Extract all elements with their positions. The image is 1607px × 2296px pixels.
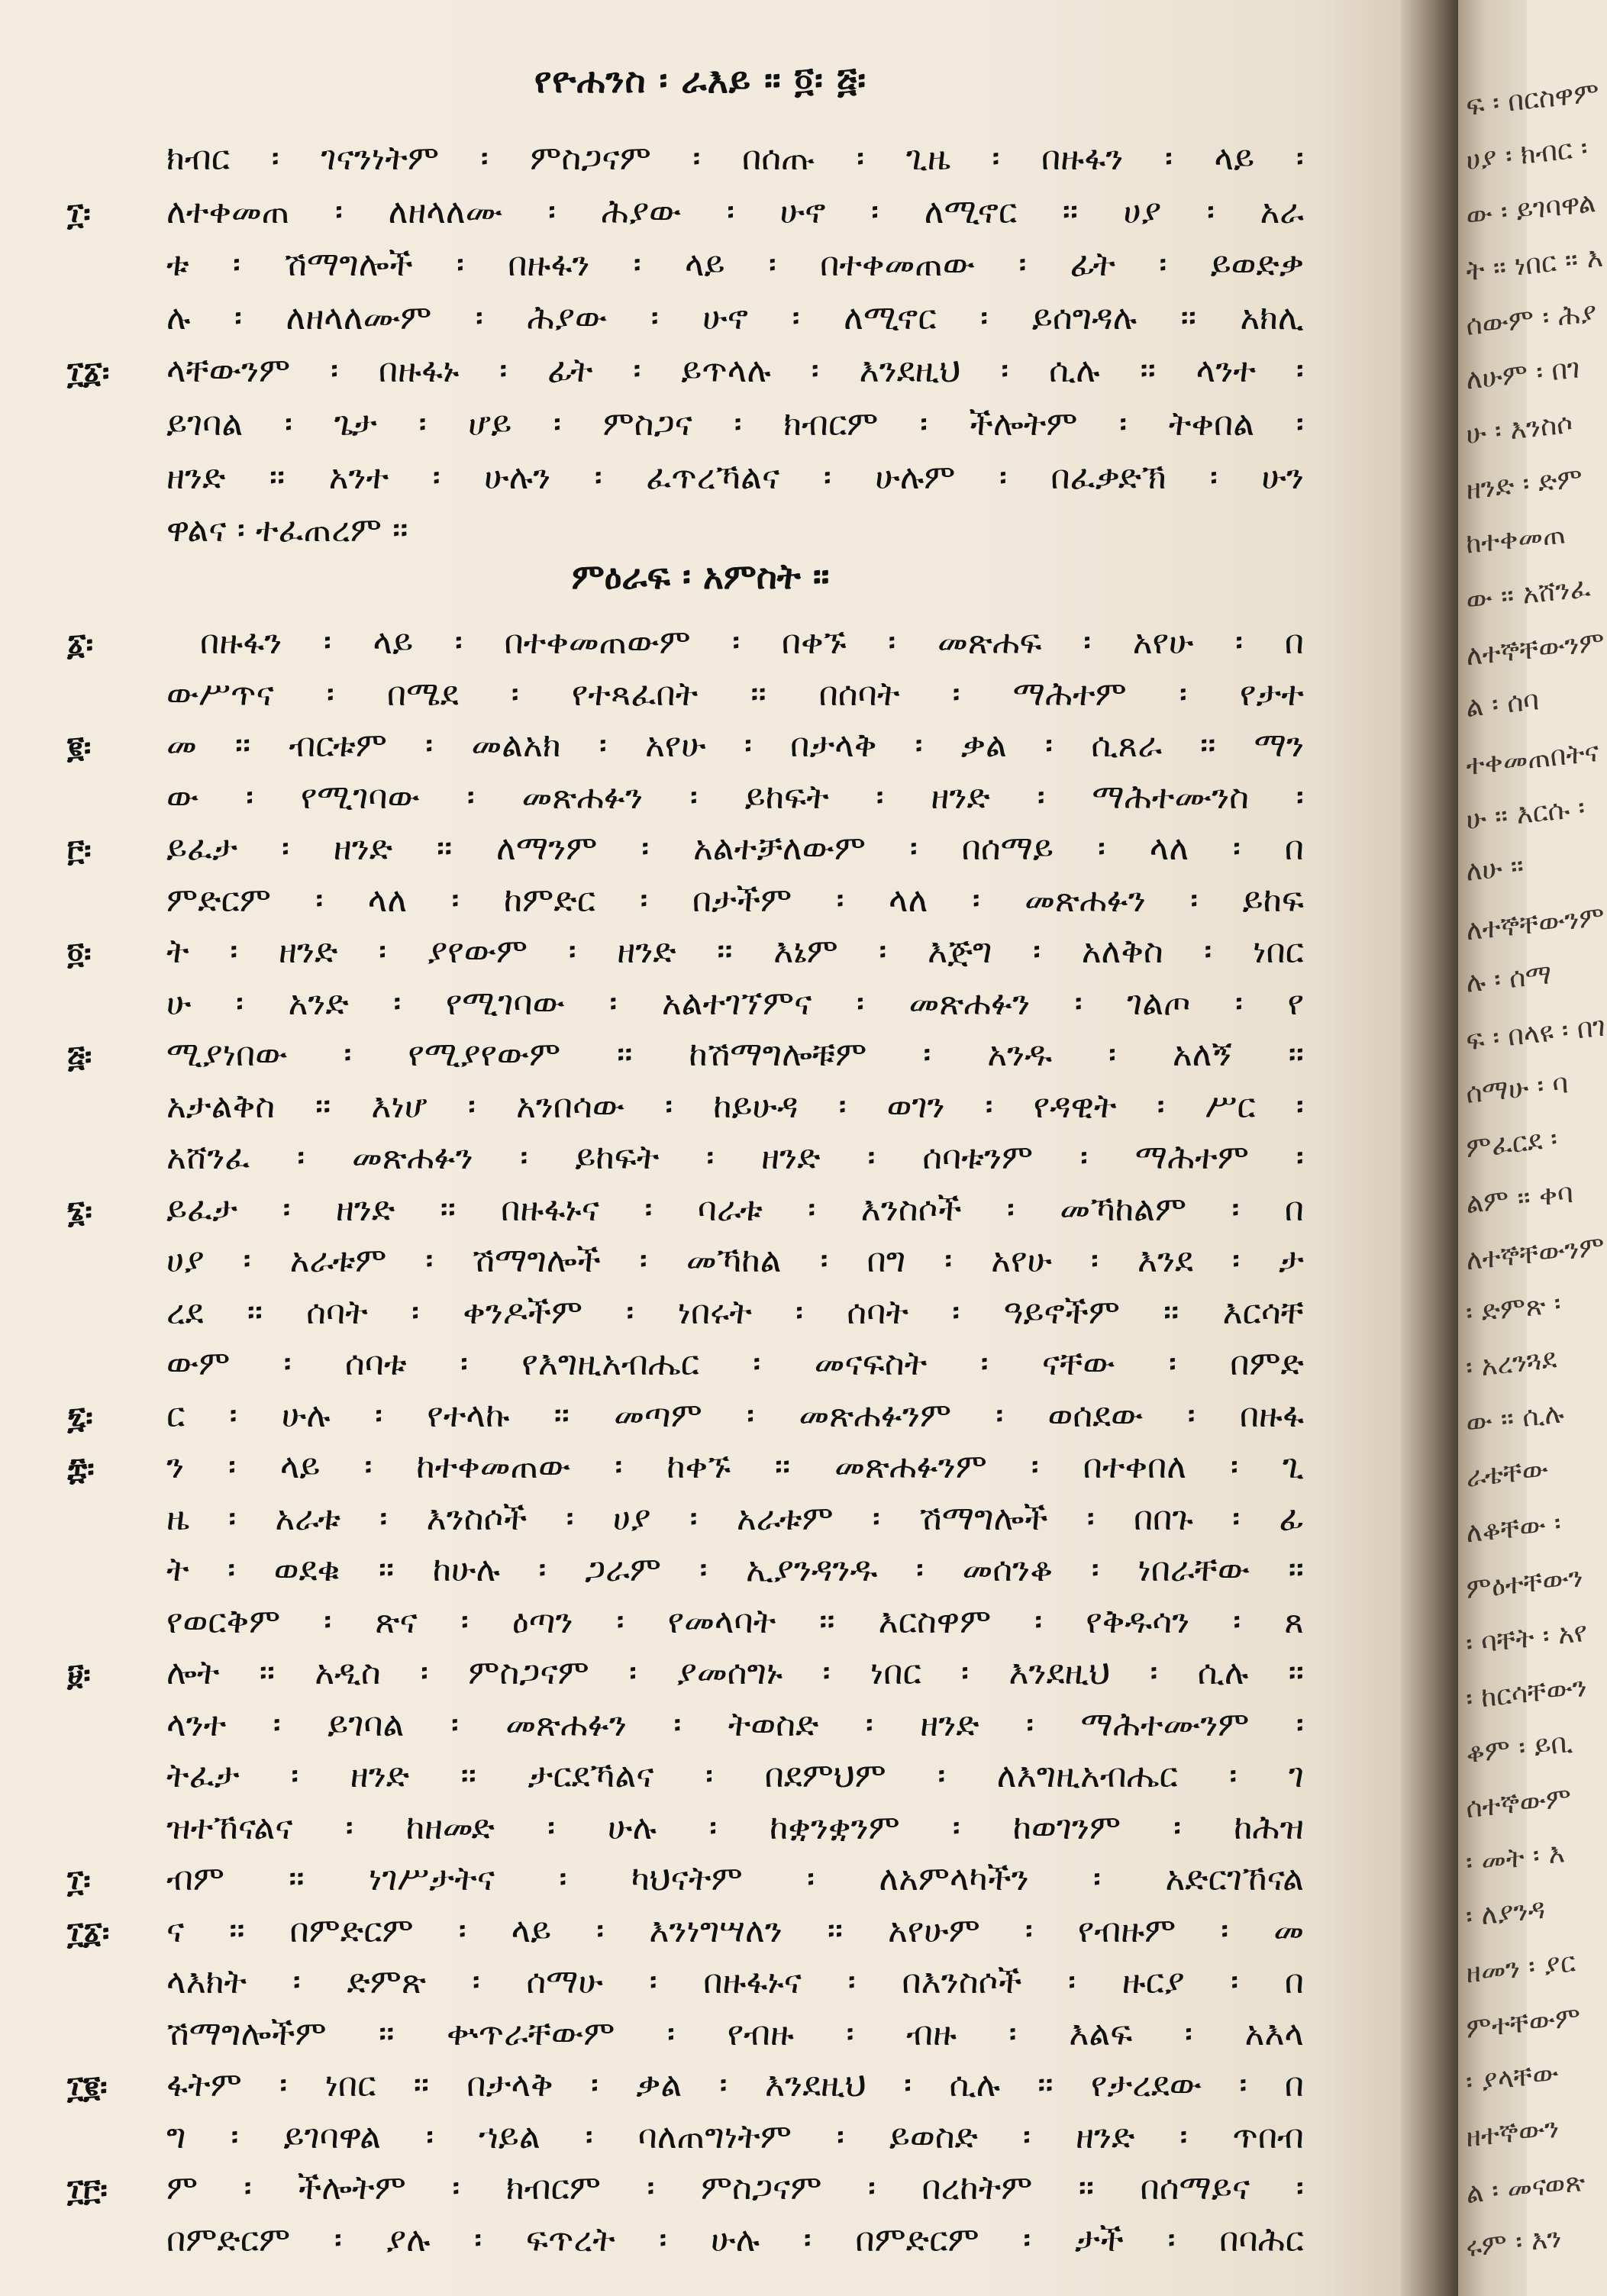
text-line: ና ። በምድርም ፡ ላይ ፡ እንነግሣለን ። አየሁም ፡ የብዙም ፡ መ — [166, 1911, 1304, 1950]
verse-number: ፲፪፡ — [67, 2070, 108, 2105]
verse-number: ፲፡ — [67, 196, 91, 232]
facing-page-text-fragment: ዘተኞውን — [1464, 2112, 1561, 2154]
text-line: ረደ ። ሰባት ፡ ቀንዶችም ፡ ነበሩት ፡ ሰባት ፡ ዓይኖችም ። እርሳቸ — [166, 1292, 1304, 1332]
facing-page-text-fragment: ምተቸውም — [1464, 2001, 1583, 2045]
facing-page-fragment — [1458, 0, 1607, 2296]
facing-page-text-fragment: ሀያ ፡ ክብር ፡ — [1464, 132, 1589, 177]
text-line: ላቸውንም ፡ በዙፋኑ ፡ ፊት ፡ ይጥላሉ ፡ እንደዚህ ፡ ሲሉ ። ላንተ ፡ — [166, 351, 1304, 391]
facing-page-text-fragment: ው ፡ ይገባዋል — [1464, 187, 1598, 232]
facing-page-text-fragment: ሩም ፡ እን — [1464, 2222, 1563, 2264]
book-gutter-shadow — [1401, 0, 1458, 2296]
facing-page-text-fragment: ፍ ፡ በላዩ ፡ በገ — [1464, 1011, 1607, 1057]
verse-number: ፲፫፡ — [67, 2173, 108, 2208]
text-line: ን ፡ ላይ ፡ ከተቀመጠው ፡ ከቀኙ ። መጽሐፉንም ፡ በተቀበለ ፡ ጊ — [166, 1447, 1304, 1486]
facing-page-text-fragment: ፡ ለያንዳ — [1464, 1893, 1547, 1933]
facing-page-text-fragment: ዘመን ፡ ያር — [1464, 1946, 1577, 1990]
text-line: ትፈታ ፡ ዘንድ ። ታርደኻልና ፡ በደምህም ፡ ለእግዚአብሔር ፡ ገ — [166, 1756, 1304, 1795]
text-line: ር ፡ ሁሉ ፡ የተላኩ ። መጣም ፡ መጽሐፉንም ፡ ወሰደው ፡ በዙፋ — [166, 1395, 1304, 1435]
facing-page-text-fragment: ሉ ፡ ሰማ — [1464, 959, 1554, 999]
text-line: ክብር ፡ ገናንነትም ፡ ምስጋናም ፡ በሰጡ ፡ ጊዜ ፡ በዙፋን ፡ ላይ ፡ — [166, 139, 1304, 178]
facing-page-text-fragment: ው ። ሲሉ — [1464, 1398, 1566, 1440]
text-line: ላእክት ፡ ድምጽ ፡ ሰማሁ ፡ በዙፋኑና ፡ በእንስሶች ፡ ዙርያ ፡ በ — [166, 1962, 1304, 2001]
text-line: በዙፋን ፡ ላይ ፡ በተቀመጠውም ፡ በቀኙ ፡ መጽሐፍ ፡ አየሁ ፡ በ — [200, 623, 1304, 662]
text-line: ት ፡ ወደቁ ። ከሁሉ ፡ ጋራም ፡ ኢያንዳንዱ ፡ መሰንቆ ፡ ነበራቸው ። — [166, 1550, 1304, 1589]
facing-page-text-fragment: ሰማሁ ፡ ባ — [1464, 1068, 1570, 1110]
verse-number: ፱፡ — [67, 1658, 91, 1693]
verse-number: ፭፡ — [67, 1040, 92, 1075]
facing-page-text-fragment: ሁ ፡ እንስሶ — [1464, 408, 1575, 451]
text-line: አታልቅስ ። እነሆ ፡ አንበሳው ፡ ከይሁዳ ፡ ወገን ፡ የዳዊት ፡ ሥር ፡ — [166, 1086, 1304, 1126]
text-line: ሽማግሎችም ። ቍጥራቸውም ፡ የብዙ ፡ ብዙ ፡ እልፍ ፡ አእላ — [166, 2014, 1304, 2053]
text-line: ዝተኸናልና ፡ ከዘመድ ፡ ሁሉ ፡ ከቋንቋንም ፡ ከወገንም ፡ ከሕዝ — [166, 1807, 1304, 1847]
facing-page-text-fragment: ራቴቸው — [1464, 1453, 1551, 1494]
text-line: መ ። ብርቱም ፡ መልአክ ፡ አየሁ ፡ በታላቅ ፡ ቃል ፡ ሲጸራ ። ማን — [166, 726, 1304, 765]
text-line: ዋልና ፡ ተፈጠረም ። — [166, 511, 408, 550]
facing-page-text-fragment: ለሁ ። — [1464, 850, 1525, 888]
text-line: ሚያነበው ፡ የሚያየውም ። ከሽማግሎቹም ፡ አንዱ ፡ አለኝ ። — [166, 1035, 1304, 1074]
text-line: ፋትም ፡ ነበር ። በታላቅ ፡ ቃል ፡ እንደዚህ ፡ ሲሉ ። የታረደው ፡ በ — [166, 2065, 1304, 2104]
facing-page-text-fragment: ፡ አረንጓደ — [1464, 1343, 1558, 1385]
running-head: የዮሐንስ ፡ ራእይ ። ፬፡ ፭፡ — [534, 60, 867, 101]
text-line: ው ፡ የሚገባው ፡ መጽሐፉን ፡ ይከፍት ፡ ዘንድ ፡ ማሕተሙንስ ፡ — [166, 777, 1304, 817]
text-line: ት ፡ ዘንድ ፡ ያየውም ፡ ዘንድ ። እኔም ፡ እጅግ ፡ አለቅስ ፡ ነበር — [166, 932, 1304, 971]
facing-page-text-fragment: ል ፡ ሰባ — [1464, 685, 1541, 724]
facing-page-text-fragment: ት ። ነበር ። እ — [1464, 241, 1605, 288]
verse-number: ፪፡ — [67, 730, 92, 766]
text-line: ሀያ ፡ አራቱም ፡ ሽማግሎች ፡ መኻከል ፡ በግ ፡ አየሁ ፡ እንደ ፡ ታ — [166, 1241, 1304, 1280]
text-line: ም ፡ ችሎትም ፡ ክብርም ፡ ምስጋናም ፡ በረከትም ። በሰማይና ፡ — [166, 2169, 1304, 2207]
facing-page-text-fragment: ፡ ድምጽ ፡ — [1464, 1288, 1563, 1330]
facing-page-text-fragment: ምፈርደ ፡ — [1464, 1123, 1559, 1165]
chapter-title: ምዕራፍ ፡ አምስት ። — [571, 556, 830, 597]
facing-page-text-fragment: ለተኞቸውንም — [1464, 1230, 1606, 1277]
facing-page-text-fragment: ልም ። ቀባ — [1464, 1177, 1575, 1221]
facing-page-text-fragment: ፡ ያላቸው — [1464, 2057, 1560, 2099]
verse-number: ፩፡ — [67, 627, 94, 663]
facing-page-text-fragment: ተቀመጠበትና — [1464, 736, 1601, 782]
facing-page-text-fragment: ል ፡ መናወጽ — [1464, 2165, 1587, 2211]
verse-number: ፮፡ — [67, 1194, 92, 1230]
text-line: ዜ ፡ አራቱ ፡ እንስሶች ፡ ሀያ ፡ አራቱም ፡ ሽማግሎች ፡ በበጉ ፡ ፊ — [166, 1498, 1304, 1538]
facing-page-text-fragment: ምዕተቸውን — [1464, 1562, 1585, 1605]
text-line: ይፈታ ፡ ዘንድ ። በዙፋኑና ፡ ባራቱ ፡ እንስሶች ፡ መኻከልም ፡ በ — [166, 1189, 1304, 1229]
facing-page-text-fragment: ሰተኞውም — [1464, 1782, 1573, 1825]
facing-page-text-fragment: ለተኞቸውንም — [1464, 901, 1606, 947]
text-line: ሁ ፡ አንድ ፡ የሚገባው ፡ አልተገኘምና ፡ መጽሐፉን ፡ ገልጦ ፡ የ — [166, 983, 1304, 1023]
text-line: ውም ፡ ሰባቱ ፡ የእግዚአብሔር ፡ መናፍስት ፡ ናቸው ፡ በምድ — [166, 1344, 1304, 1383]
verse-number: ፯፡ — [67, 1400, 93, 1436]
facing-page-text-fragment: ፡ ከርሳቸውን — [1464, 1671, 1589, 1716]
facing-page-text-fragment: ው ። አሸንፈ — [1464, 572, 1592, 617]
facing-page-text-fragment: ፡ መት ፡ እ — [1464, 1837, 1567, 1879]
verse-number: ፲፩፡ — [67, 1915, 110, 1951]
text-line: ይገባል ፡ ጌታ ፡ ሆይ ፡ ምስጋና ፡ ክብርም ፡ ችሎትም ፡ ትቀበል ፡ — [166, 405, 1304, 443]
facing-page-text-fragment: ለተኞቸውንም — [1464, 626, 1606, 672]
text-line: ግ ፡ ይገባዋል ፡ ኀይል ፡ ባለጠግነትም ፡ ይወስድ ፡ ዘንድ ፡ ጥበብ — [166, 2117, 1304, 2156]
facing-page-text-fragment: ለሁም ፡ በገ — [1464, 353, 1582, 396]
text-line: ምድርም ፡ ላለ ፡ ከምድር ፡ በታችም ፡ ላለ ፡ መጽሐፉን ፡ ይከፍ — [166, 880, 1304, 920]
facing-page-text-fragment: ከተቀመጠ — [1464, 518, 1567, 560]
verse-number: ፲፡ — [67, 1864, 91, 1899]
text-line: የወርቅም ፡ ጽና ፡ ዕጣን ፡ የመላባት ። እርስዋም ፡ የቅዱሳን ፡ ጸ — [166, 1601, 1304, 1641]
text-line: አሸንፈ ፡ መጽሐፉን ፡ ይከፍት ፡ ዘንድ ፡ ሰባቱንም ፡ ማሕተም ፡ — [166, 1138, 1304, 1177]
verse-number: ፬፡ — [67, 937, 92, 972]
text-line: ውሥጥና ፡ በሜደ ፡ የተጻፈበት ። በሰባት ፡ ማሕተም ፡ የታተ — [166, 674, 1304, 714]
facing-page-text-fragment: ሰውም ፡ ሕያ — [1464, 297, 1599, 342]
verse-number: ፫፡ — [67, 834, 92, 869]
text-line: ሉ ፡ ለዘላለሙም ፡ ሕያው ፡ ሁኖ ፡ ለሚኖር ፡ ይሰግዳሉ ። አክሊ — [166, 298, 1304, 337]
facing-page-text-fragment: ፍ ፡ በርስዋም — [1464, 76, 1601, 123]
verse-number: ፲፩፡ — [67, 356, 110, 392]
text-line: ብም ። ነገሥታትና ፡ ካህናትም ፡ ለአምላካችን ፡ አድርገኸናል — [166, 1859, 1304, 1898]
facing-page-text-fragment: ዘንድ ፡ ድም — [1464, 463, 1584, 506]
text-line: ለተቀመጠ ፡ ለዘላለሙ ፡ ሕያው ፡ ሁኖ ፡ ለሚኖር ። ሀያ ፡ አራ — [166, 192, 1304, 231]
text-line: ይፈታ ፡ ዘንድ ። ለማንም ፡ አልተቻለውም ፡ በሰማይ ፡ ላለ ፡ በ — [166, 829, 1304, 868]
facing-page-text-fragment: ፡ ባቸት ፡ አየ — [1464, 1616, 1589, 1661]
facing-page-text-fragment: ቆም ፡ ይቢ — [1464, 1727, 1574, 1770]
facing-page-text-fragment: ለቆቸው ፡ — [1464, 1508, 1563, 1549]
text-line: ቱ ፡ ሽማግሎች ፡ በዙፋን ፡ ላይ ፡ በተቀመጠው ፡ ፊት ፡ ይወድቃ — [166, 245, 1304, 285]
facing-page-text-fragment: ሁ ። እርሱ ፡ — [1464, 792, 1587, 837]
text-line: ዘንድ ። አንተ ፡ ሁሉን ፡ ፈጥረኻልና ፡ ሁሉም ፡ በፈቃድኽ ፡ ሁን — [166, 457, 1304, 497]
verse-number: ፰፡ — [67, 1452, 95, 1487]
text-line: ሎት ። አዲስ ፡ ምስጋናም ፡ ያመሰግኑ ፡ ነበር ፡ እንደዚህ ፡ ሲሉ ። — [166, 1653, 1304, 1692]
text-line: ላንተ ፡ ይገባል ፡ መጽሐፉን ፡ ትወስድ ፡ ዘንድ ፡ ማሕተሙንም ፡ — [166, 1704, 1304, 1744]
text-line: በምድርም ፡ ያሉ ፡ ፍጥረት ፡ ሁሉ ፡ በምድርም ፡ ታች ፡ በባሕር — [166, 2220, 1304, 2259]
